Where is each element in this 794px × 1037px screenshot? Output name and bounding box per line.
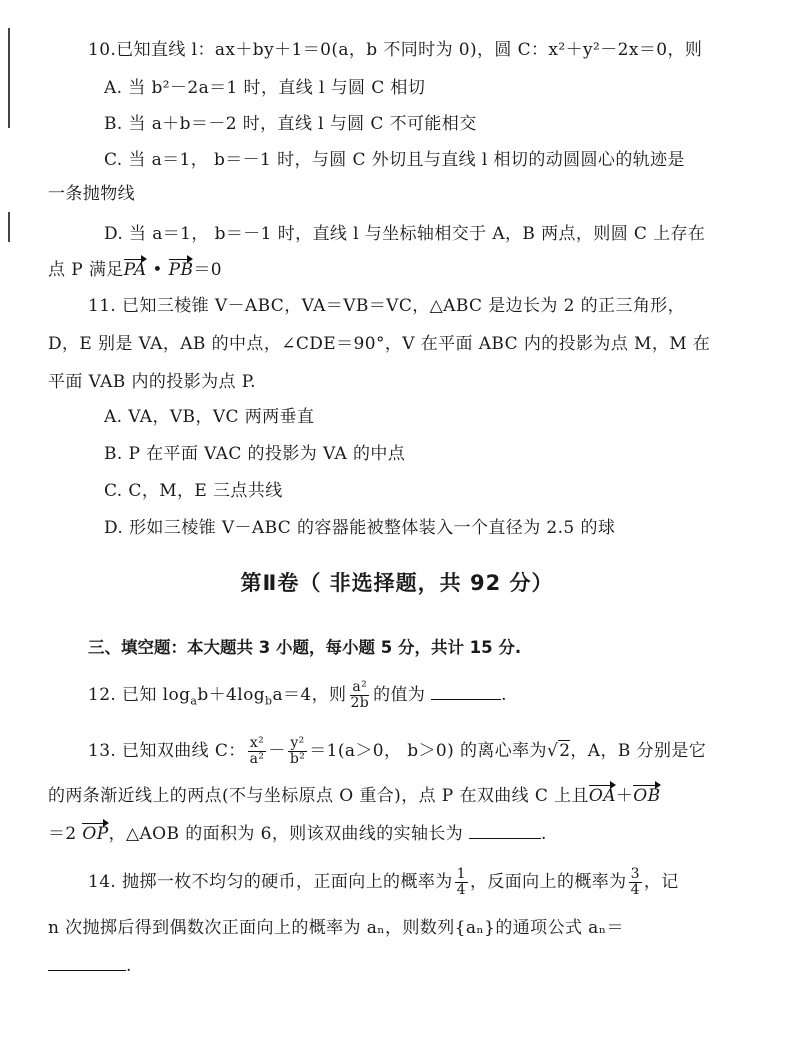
q14-line2: n 次抛掷后得到偶数次正面向上的概率为 aₙ，则数列{aₙ}的通项公式 aₙ＝ <box>48 918 624 938</box>
q12-sub1: a <box>190 694 198 708</box>
q13-end: . <box>541 824 547 844</box>
q14-fraction-quarter <box>455 867 468 898</box>
margin-mark-mid <box>8 212 10 242</box>
q14-f1-den: 4 <box>456 882 466 898</box>
q14-answer-blank[interactable] <box>48 952 126 971</box>
q10-option-d-line1: D. 当 a＝1， b＝－1 时，直线 l 与坐标轴相交于 A，B 两点，则圆 C 上存在 <box>104 224 706 244</box>
q10-option-c-line1: C. 当 a＝1， b＝－1 时，与圆 C 外切且与直线 l 相切的动圆圆心的轨迹是 <box>104 150 685 170</box>
q10-d-dot: • <box>146 260 169 280</box>
q10-option-c-line2: 一条抛物线 <box>48 184 135 204</box>
q13-line3-pre: ＝2 <box>48 824 83 844</box>
vector-oa: OA <box>588 786 616 806</box>
q13-post: ，A，B 分别是它 <box>570 741 707 761</box>
q13-sqrt-value: 2 <box>559 741 571 761</box>
q13-fraction-x <box>248 736 267 767</box>
section3-title: 三、填空题：本大题共 3 小题，每小题 5 分，共计 15 分. <box>88 638 522 657</box>
q14-post: ，记 <box>643 872 679 892</box>
q10-d-text-a: 点 P 满足 <box>48 260 124 280</box>
q13-fraction-y <box>288 736 307 767</box>
q11-option-b: B. P 在平面 VAC 的投影为 VA 的中点 <box>104 444 406 464</box>
q12-frac-den: 2b <box>350 695 370 711</box>
q12-answer-blank[interactable] <box>431 681 501 700</box>
q11-stem-line2: D，E 别是 VA，AB 的中点，∠CDE＝90°，V 在平面 ABC 内的投影为点 M，M 在 <box>48 334 711 354</box>
vector-pb: PB <box>168 260 194 280</box>
q14-line1 <box>88 866 679 898</box>
q10-d-text-b: ＝0 <box>193 260 223 280</box>
q13-line3 <box>48 820 547 846</box>
vector-ob: OB <box>633 786 661 806</box>
q13-f2-num: y² <box>290 735 305 751</box>
q13-pre: 13. 已知双曲线 C： <box>88 741 246 761</box>
q12-fraction <box>348 680 371 711</box>
q13-answer-blank[interactable] <box>469 820 541 839</box>
q14-fraction-three-quarter <box>629 867 642 898</box>
q12-mid2: a＝4，则 <box>272 685 347 705</box>
q14-line3 <box>48 952 132 978</box>
q13-f1-den: a² <box>249 751 265 767</box>
q14-pre: 14. 抛掷一枚不均匀的硬币，正面向上的概率为 <box>88 872 453 892</box>
q12-post: 的值为 <box>373 685 426 705</box>
q12-pre: 12. 已知 log <box>88 685 191 705</box>
q13-mid: ＝1(a＞0， b＞0) 的离心率为√ <box>309 741 559 761</box>
q13-line3-text: ，△AOB 的面积为 6，则该双曲线的实轴长为 <box>108 824 464 844</box>
q12-frac-num: a² <box>352 679 368 695</box>
q10-option-b: B. 当 a＋b＝－2 时，直线 l 与圆 C 不可能相交 <box>104 114 477 134</box>
q10-option-a: A. 当 b²－2a＝1 时，直线 l 与圆 C 相切 <box>104 78 426 98</box>
q10-stem: 10.已知直线 l：ax＋by＋1＝0(a，b 不同时为 0)，圆 C：x²＋y²－2x＝0，则 <box>88 40 703 60</box>
q11-option-c: C. C，M，E 三点共线 <box>104 481 283 501</box>
q12-end: . <box>501 685 507 705</box>
q14-f1-num: 1 <box>456 866 466 882</box>
q14-mid: ，反面向上的概率为 <box>469 872 627 892</box>
q13-line1 <box>88 736 706 767</box>
vector-pa: PA <box>123 260 147 280</box>
q14-f2-num: 3 <box>630 866 640 882</box>
q13-f2-den: b² <box>289 751 306 767</box>
q10-option-d-line2 <box>48 258 222 282</box>
q13-line2 <box>48 784 661 808</box>
q12-mid1: b＋4log <box>197 685 266 705</box>
q13-f1-num: x² <box>249 735 265 751</box>
q12-sub2: b <box>265 694 273 708</box>
part2-heading: 第Ⅱ卷（ 非选择题，共 92 分） <box>240 571 554 595</box>
vector-op: OP <box>82 824 109 844</box>
q13-line2-text: 的两条渐近线上的两点(不与坐标原点 O 重合)，点 P 在双曲线 C 上且 <box>48 786 589 806</box>
q11-stem-line3: 平面 VAB 内的投影为点 P. <box>48 372 256 392</box>
q12-line <box>88 680 507 716</box>
q13-minus: － <box>268 741 286 761</box>
q11-option-a: A. VA，VB，VC 两两垂直 <box>104 407 315 427</box>
q14-end: . <box>126 956 132 976</box>
q11-stem-line1: 11. 已知三棱锥 V－ABC，VA＝VB＝VC，△ABC 是边长为 2 的正三角形， <box>88 296 686 316</box>
margin-mark-top <box>8 28 10 128</box>
q14-f2-den: 4 <box>630 882 640 898</box>
q11-option-d: D. 形如三棱锥 V－ABC 的容器能被整体装入一个直径为 2.5 的球 <box>104 518 616 538</box>
q13-plus: ＋ <box>615 786 634 806</box>
